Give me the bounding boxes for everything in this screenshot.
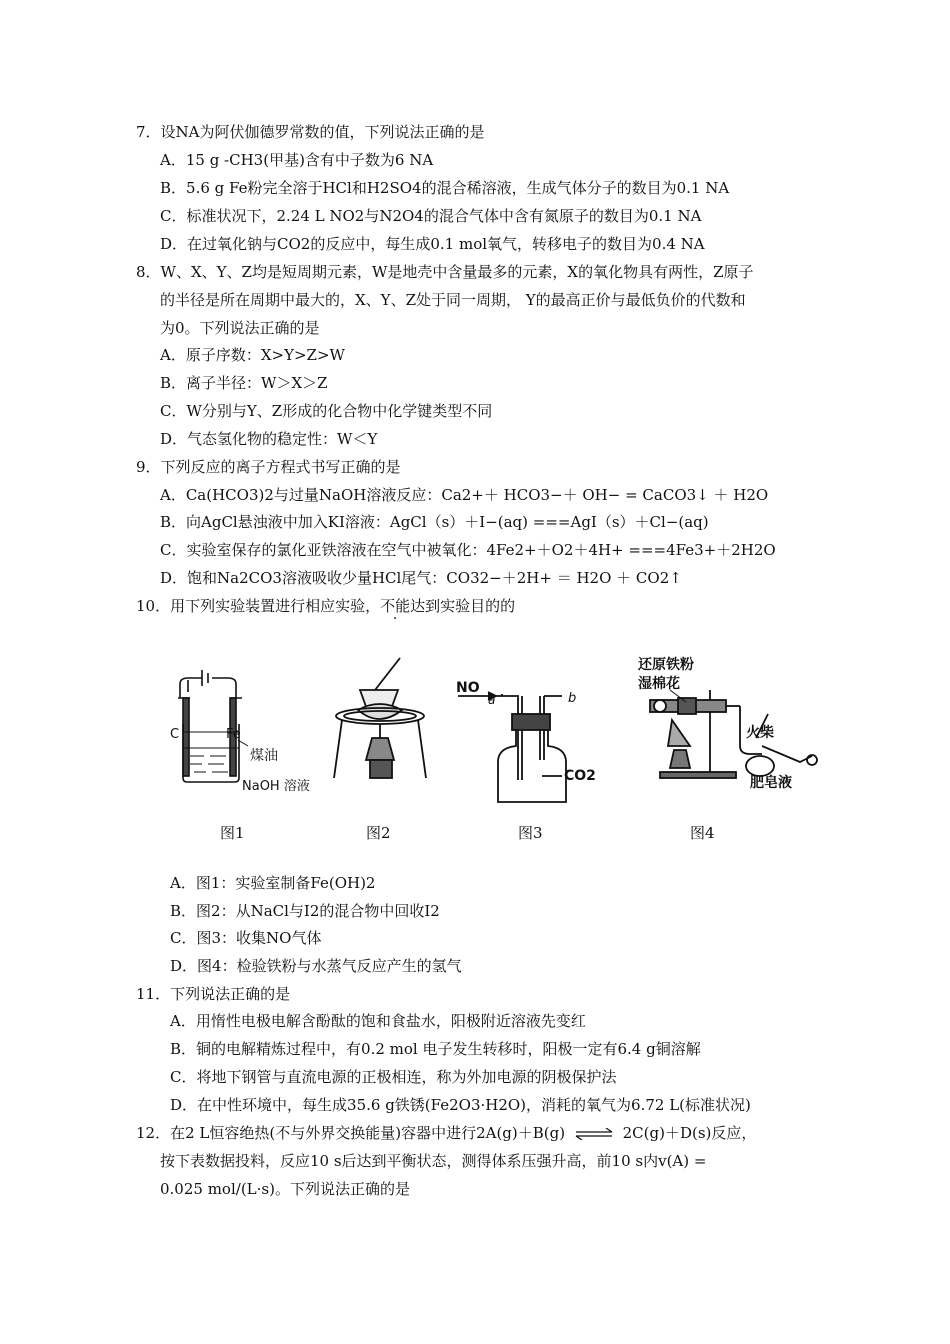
q8-option-a: A．原子序数：X>Y>Z>W <box>160 346 345 364</box>
q10-stem-part2: 达到实验目的的 <box>410 597 516 615</box>
q10-option-d: D．图4：检验铁粉与水蒸气反应产生的氢气 <box>170 957 462 975</box>
figure3-caption: 图3 <box>518 824 543 842</box>
fig1-label-fe: Fe <box>226 727 241 742</box>
figure3-apparatus <box>458 692 566 802</box>
figure1-caption: 图1 <box>220 824 245 842</box>
q9-stem: 9．下列反应的离子方程式书写正确的是 <box>136 458 401 476</box>
q10-figures <box>150 650 830 820</box>
q11-option-c: C．将地下钢管与直流电源的正极相连，称为外加电源的阴极保护法 <box>170 1068 617 1086</box>
q9-option-b: B．向AgCl悬浊液中加入KI溶液：AgCl（s）＋I−(aq) ===AgI（s）＋Cl−(aq) <box>160 513 709 531</box>
q10-stem-part1: 10．用下列实验装置进行相应实验， <box>136 597 381 615</box>
fig4-label-cotton: 湿棉花 <box>638 676 680 692</box>
q7-option-a: A．15 g -CH3(甲基)含有中子数为6 NA <box>160 151 434 169</box>
q12-stem-line3: 0.025 mol/(L·s)。下列说法正确的是 <box>160 1180 410 1198</box>
q8-stem-line2: 的半径是所在周期中最大的，X、Y、Z处于同一周期， Y的最高正价与最低负价的代数和 <box>160 291 746 309</box>
q12-stem-line1a: 12．在2 L恒容绝热(不与外界交换能量)容器中进行2A(g)＋B(g) <box>136 1124 566 1142</box>
q9-option-a: A．Ca(HCO3)2与过量NaOH溶液反应：Ca2+＋ HCO3−＋ OH− = CaCO3↓ ＋ H2O <box>160 486 769 504</box>
q8-option-b: B．离子半径：W＞X＞Z <box>160 374 328 392</box>
equilibrium-arrow-icon <box>574 1128 614 1140</box>
fig3-label-b: b <box>568 691 577 706</box>
q12-stem-line1 <box>136 1123 756 1143</box>
q11-option-b: B．铜的电解精炼过程中，有0.2 mol 电子发生转移时，阳极一定有6.4 g铜溶解 <box>170 1040 701 1058</box>
fig1-label-naoh: NaOH 溶液 <box>242 779 310 794</box>
q7-option-c: C．标准状况下，2.24 L NO2与N2O4的混合气体中含有氮原子的数目为0.1 NA <box>160 207 702 225</box>
figure4-apparatus <box>650 690 817 778</box>
q10-stem-emphasis: 不能 <box>380 597 411 615</box>
figure2-apparatus <box>334 658 426 778</box>
fig3-label-a: a <box>488 693 496 707</box>
q10-stem <box>136 596 515 616</box>
q9-option-d: D．饱和Na2CO3溶液吸收少量HCl尾气：CO32−＋2H+ ＝ H2O ＋ CO2↑ <box>160 569 682 587</box>
q8-stem-line1: 8．W、X、Y、Z均是短周期元素，W是地壳中含量最多的元素，X的氧化物具有两性，Z原子 <box>136 263 754 281</box>
fig3-label-no: NO <box>456 680 480 696</box>
figure4-caption: 图4 <box>690 824 715 842</box>
q10-option-a: A．图1：实验室制备Fe(OH)2 <box>170 874 376 892</box>
q12-stem-line1b: 2C(g)＋D(s)反应， <box>622 1124 757 1142</box>
figure2-caption: 图2 <box>366 824 391 842</box>
fig4-label-match: 火柴 <box>746 725 774 741</box>
q10-option-c: C．图3：收集NO气体 <box>170 929 322 947</box>
q7-stem: 7．设NA为阿伏伽德罗常数的值，下列说法正确的是 <box>136 123 485 141</box>
fig3-label-co2: CO2 <box>564 768 596 784</box>
fig1-label-oil: 煤油 <box>250 748 278 764</box>
fig4-label-iron: 还原铁粉 <box>638 657 694 673</box>
q8-option-d: D．气态氢化物的稳定性：W＜Y <box>160 430 378 448</box>
q8-option-c: C．W分别与Y、Z形成的化合物中化学键类型不同 <box>160 402 493 420</box>
q9-option-c: C．实验室保存的氯化亚铁溶液在空气中被氧化：4Fe2+＋O2＋4H+ ===4Fe3+＋2H2O <box>160 541 776 559</box>
q11-stem: 11．下列说法正确的是 <box>136 985 291 1003</box>
fig4-label-soap: 肥皂液 <box>750 775 792 791</box>
q10-option-b: B．图2：从NaCl与I2的混合物中回收I2 <box>170 902 440 920</box>
q7-option-d: D．在过氧化钠与CO2的反应中，每生成0.1 mol氧气，转移电子的数目为0.4 NA <box>160 235 705 253</box>
figure1-apparatus <box>178 670 248 782</box>
q11-option-d: D．在中性环境中，每生成35.6 g铁锈(Fe2O3·H2O)，消耗的氧气为6.72 L(标准状况) <box>170 1096 751 1114</box>
q12-stem-line2: 按下表数据投料，反应10 s后达到平衡状态，测得体系压强升高，前10 s内v(A) = <box>160 1152 707 1170</box>
fig1-label-c: C <box>170 727 180 742</box>
q8-stem-line3: 为0。下列说法正确的是 <box>160 319 320 337</box>
q11-option-a: A．用惰性电极电解含酚酞的饱和食盐水，阳极附近溶液先变红 <box>170 1012 586 1030</box>
q7-option-b: B．5.6 g Fe粉完全溶于HCl和H2SO4的混合稀溶液，生成气体分子的数目为0.1 NA <box>160 179 730 197</box>
